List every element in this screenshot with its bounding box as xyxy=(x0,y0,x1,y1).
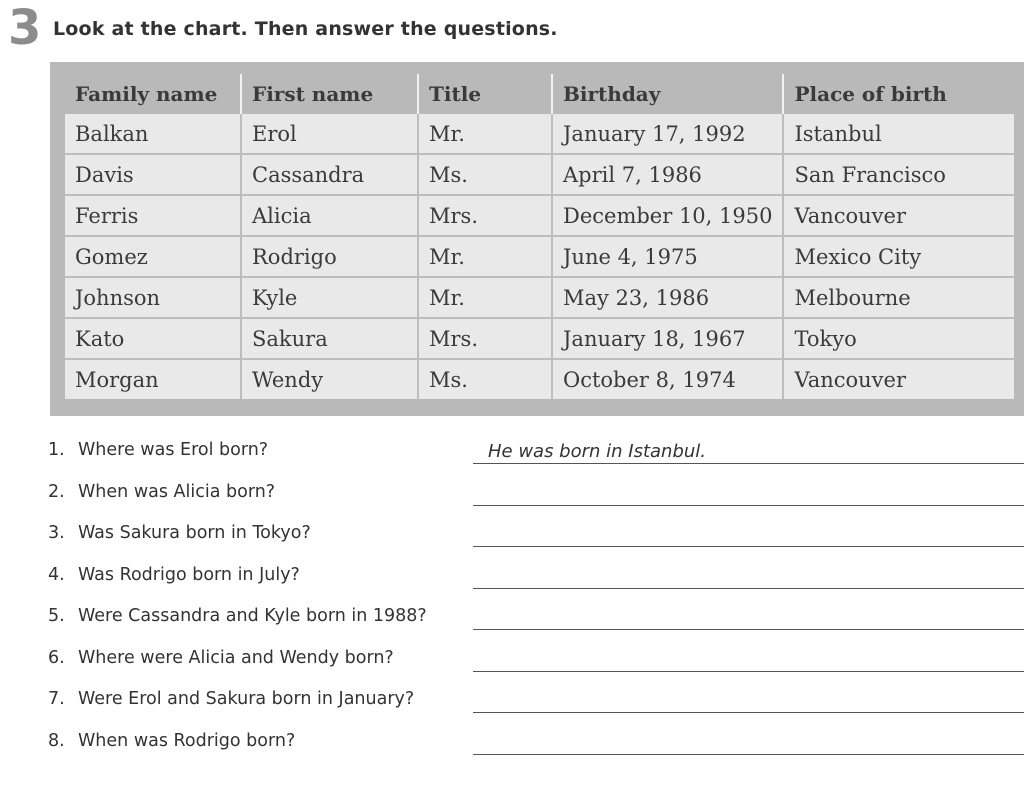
table-row xyxy=(65,154,1014,195)
answer-line[interactable] xyxy=(473,546,1024,547)
cell-first-name: Wendy xyxy=(241,359,418,399)
cell-family-name: Balkan xyxy=(65,114,241,154)
answer-line[interactable] xyxy=(473,629,1024,630)
cell-birthday: October 8, 1974 xyxy=(552,359,783,399)
table-row xyxy=(65,318,1014,359)
table-row xyxy=(65,359,1014,399)
answer-line[interactable] xyxy=(473,671,1024,672)
table-row xyxy=(65,195,1014,236)
answer-line[interactable] xyxy=(473,463,1024,464)
question-item xyxy=(48,515,1024,557)
table-row xyxy=(65,277,1014,318)
question-text: Was Sakura born in Tokyo? xyxy=(78,523,311,543)
cell-first-name: Sakura xyxy=(241,318,418,359)
cell-title: Ms. xyxy=(418,359,552,399)
header-title: Title xyxy=(418,74,552,114)
question-text: Was Rodrigo born in July? xyxy=(78,564,300,585)
question-text: Where were Alicia and Wendy born? xyxy=(78,647,394,668)
question-item xyxy=(48,640,1024,682)
question-number: 1. xyxy=(48,440,65,460)
table-row xyxy=(65,114,1014,154)
question-number: 5. xyxy=(48,606,65,626)
question-item xyxy=(48,723,1024,765)
cell-family-name: Davis xyxy=(65,154,241,195)
cell-birthday: May 23, 1986 xyxy=(552,277,783,318)
question-text: Were Cassandra and Kyle born in 1988? xyxy=(78,606,427,626)
question-number: 4. xyxy=(48,564,65,585)
family-chart-table xyxy=(65,74,1014,399)
cell-family-name: Ferris xyxy=(65,195,241,236)
cell-first-name: Alicia xyxy=(241,195,418,236)
cell-birthday: June 4, 1975 xyxy=(552,236,783,277)
cell-first-name: Cassandra xyxy=(241,154,418,195)
question-text: When was Rodrigo born? xyxy=(78,730,296,751)
question-text: When was Alicia born? xyxy=(78,481,276,502)
cell-place-of-birth: Melbourne xyxy=(783,277,1014,318)
answer-text: He was born in Istanbul. xyxy=(488,441,707,462)
cell-family-name: Gomez xyxy=(65,236,241,277)
exercise-number: 3 xyxy=(8,0,42,56)
cell-family-name: Johnson xyxy=(65,277,241,318)
cell-birthday: January 17, 1992 xyxy=(552,114,783,154)
cell-title: Mrs. xyxy=(418,318,552,359)
answer-line[interactable] xyxy=(473,588,1024,589)
question-text: Were Erol and Sakura born in January? xyxy=(78,689,415,709)
answer-line[interactable] xyxy=(473,712,1024,713)
cell-family-name: Morgan xyxy=(65,359,241,399)
cell-place-of-birth: Vancouver xyxy=(783,359,1014,399)
question-number: 2. xyxy=(48,481,65,502)
header-place-of-birth: Place of birth xyxy=(783,74,1014,114)
table-header-row xyxy=(65,74,1014,114)
cell-place-of-birth: Istanbul xyxy=(783,114,1014,154)
cell-birthday: April 7, 1986 xyxy=(552,154,783,195)
cell-title: Mrs. xyxy=(418,195,552,236)
table-row xyxy=(65,236,1014,277)
header-first-name: First name xyxy=(241,74,418,114)
cell-place-of-birth: San Francisco xyxy=(783,154,1014,195)
cell-birthday: January 18, 1967 xyxy=(552,318,783,359)
question-number: 3. xyxy=(48,523,65,543)
exercise-instruction: Look at the chart. Then answer the questions. xyxy=(53,18,558,40)
question-number: 7. xyxy=(48,689,65,709)
cell-place-of-birth: Mexico City xyxy=(783,236,1014,277)
cell-family-name: Kato xyxy=(65,318,241,359)
cell-birthday: December 10, 1950 xyxy=(552,195,783,236)
chart-table-container xyxy=(50,62,1024,416)
cell-first-name: Kyle xyxy=(241,277,418,318)
cell-title: Ms. xyxy=(418,154,552,195)
question-item xyxy=(48,598,1024,640)
question-text: Where was Erol born? xyxy=(78,440,269,460)
header-birthday: Birthday xyxy=(552,74,783,114)
question-item xyxy=(48,474,1024,516)
question-item xyxy=(48,557,1024,599)
answer-line[interactable] xyxy=(473,505,1024,506)
header-family-name: Family name xyxy=(65,74,241,114)
cell-first-name: Erol xyxy=(241,114,418,154)
question-number: 8. xyxy=(48,730,65,751)
question-list xyxy=(48,432,1024,764)
question-item xyxy=(48,432,1024,474)
cell-place-of-birth: Tokyo xyxy=(783,318,1014,359)
question-item xyxy=(48,681,1024,723)
question-number: 6. xyxy=(48,647,65,668)
cell-title: Mr. xyxy=(418,277,552,318)
answer-line[interactable] xyxy=(473,754,1024,755)
cell-place-of-birth: Vancouver xyxy=(783,195,1014,236)
cell-title: Mr. xyxy=(418,114,552,154)
cell-first-name: Rodrigo xyxy=(241,236,418,277)
cell-title: Mr. xyxy=(418,236,552,277)
